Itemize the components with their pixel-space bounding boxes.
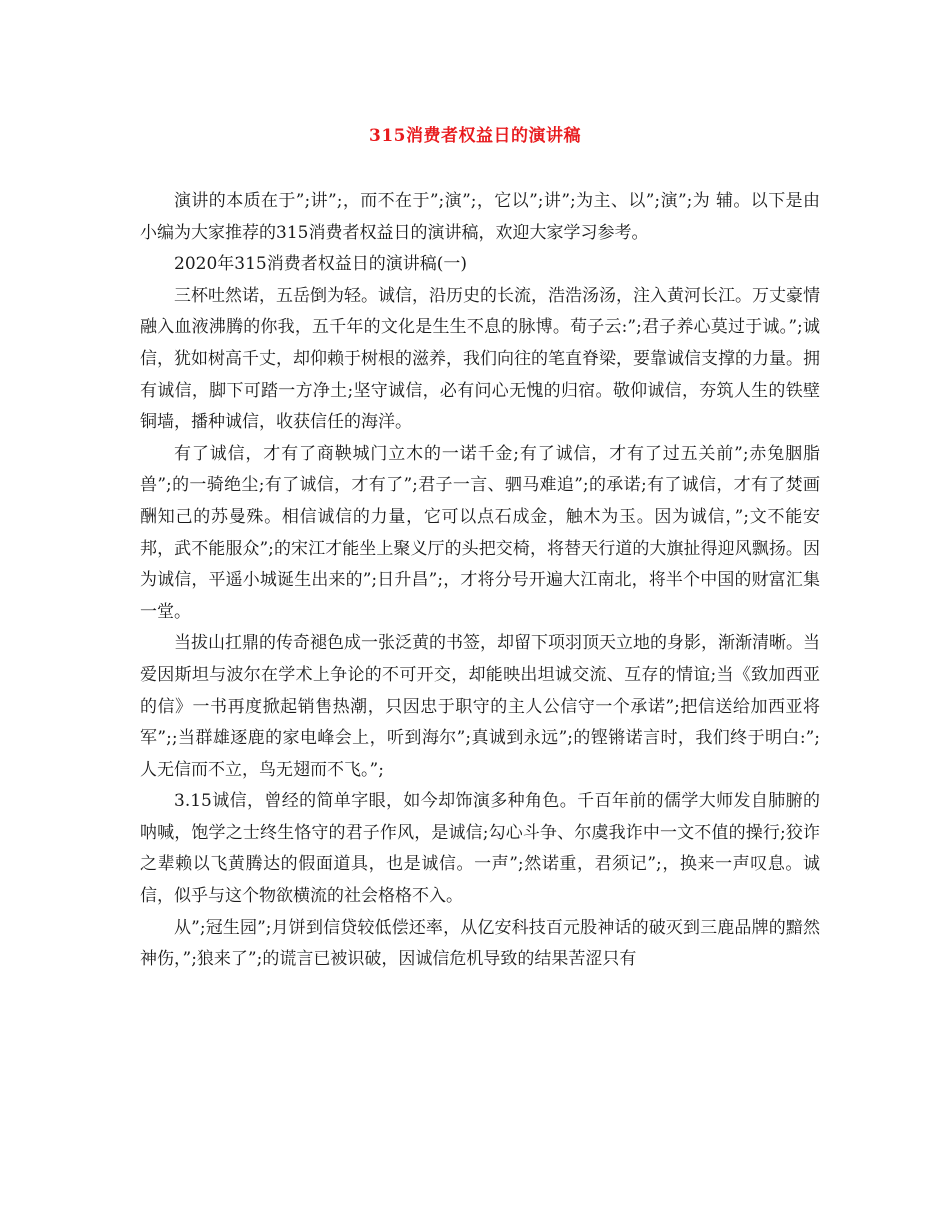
document-title: 315消费者权益日的演讲稿 [369,126,581,146]
paragraph-intro: 演讲的本质在于”;讲”;，而不在于”;演”;，它以”;讲”;为主、以”;演”;为 辅。以下是由小编为大家推荐的315消费者权益日的演讲稿，欢迎大家学习参考。 [140,191,820,243]
paragraph-1: 三杯吐然诺，五岳倒为轻。诚信，沿历史的长流，浩浩汤汤，注入黄河长江。万丈豪情融入血液沸腾的你我，五千年的文化是生生不息的脉博。荀子云:”;君子养心莫过于诚。”;诚信，犹如树高千丈，却仰赖于树根的滋养，我们向往的笔直脊梁，要靠诚信支撑的力量。拥有诚信，脚下可踏一方净土;坚守诚信，必有问心无愧的归宿。敬仰诚信，夯筑人生的铁壁铜墙，播种诚信，收获信任的海洋。 [140,285,820,433]
paragraph-2: 有了诚信，才有了商鞅城门立木的一诺千金;有了诚信，才有了过五关前”;赤兔胭脂兽”;的一骑绝尘;有了诚信，才有了”;君子一言、驷马难追”;的承诺;有了诚信，才有了焚画酬知己的苏曼殊。相信诚信的力量，它可以点石成金，触木为玉。因为诚信，”;文不能安邦，武不能服众”;的宋江才能坐上聚义厅的头把交椅，将替天行道的大旗扯得迎风飘扬。因为诚信，平遥小城诞生出来的”;日升昌”;，才将分号开遍大江南北，将半个中国的财富汇集一堂。 [140,443,820,622]
paragraph-4: 3.15诚信，曾经的简单字眼，如今却饰演多种角色。千百年前的儒学大师发自肺腑的呐喊，饱学之士终生恪守的君子作风，是诚信;勾心斗争、尔虞我诈中一文不值的操行;狡诈之辈赖以飞黄腾达的假面道具，也是诚信。一声”;然诺重，君须记”;，换来一声叹息。诚信，似乎与这个物欲横流的社会格格不入。 [140,791,820,907]
paragraph-5: 从”;冠生园”;月饼到信贷较低偿还率，从亿安科技百元股神话的破灭到三鹿品牌的黯然神伤，”;狼来了”;的谎言已被识破，因诚信危机导致的结果苦涩只有 [140,917,820,970]
paragraph-subheading: 2020年315消费者权益日的演讲稿(一) [174,254,467,275]
paragraph-3: 当拔山扛鼎的传奇褪色成一张泛黄的书签，却留下项羽顶天立地的身影，渐渐清晰。当爱因斯坦与波尔在学术上争论的不可开交，却能映出坦诚交流、互存的情谊;当《致加西亚的信》一书再度掀起销售热潮，只因忠于职守的主人公信守一个承诺”;把信送给加西亚将军”;;当群雄逐鹿的家电峰会上，听到海尔”;真诚到永远”;的铿锵诺言时，我们终于明白:”;人无信而不立，鸟无翅而不飞。”; [140,633,820,780]
document-body [140,186,820,976]
